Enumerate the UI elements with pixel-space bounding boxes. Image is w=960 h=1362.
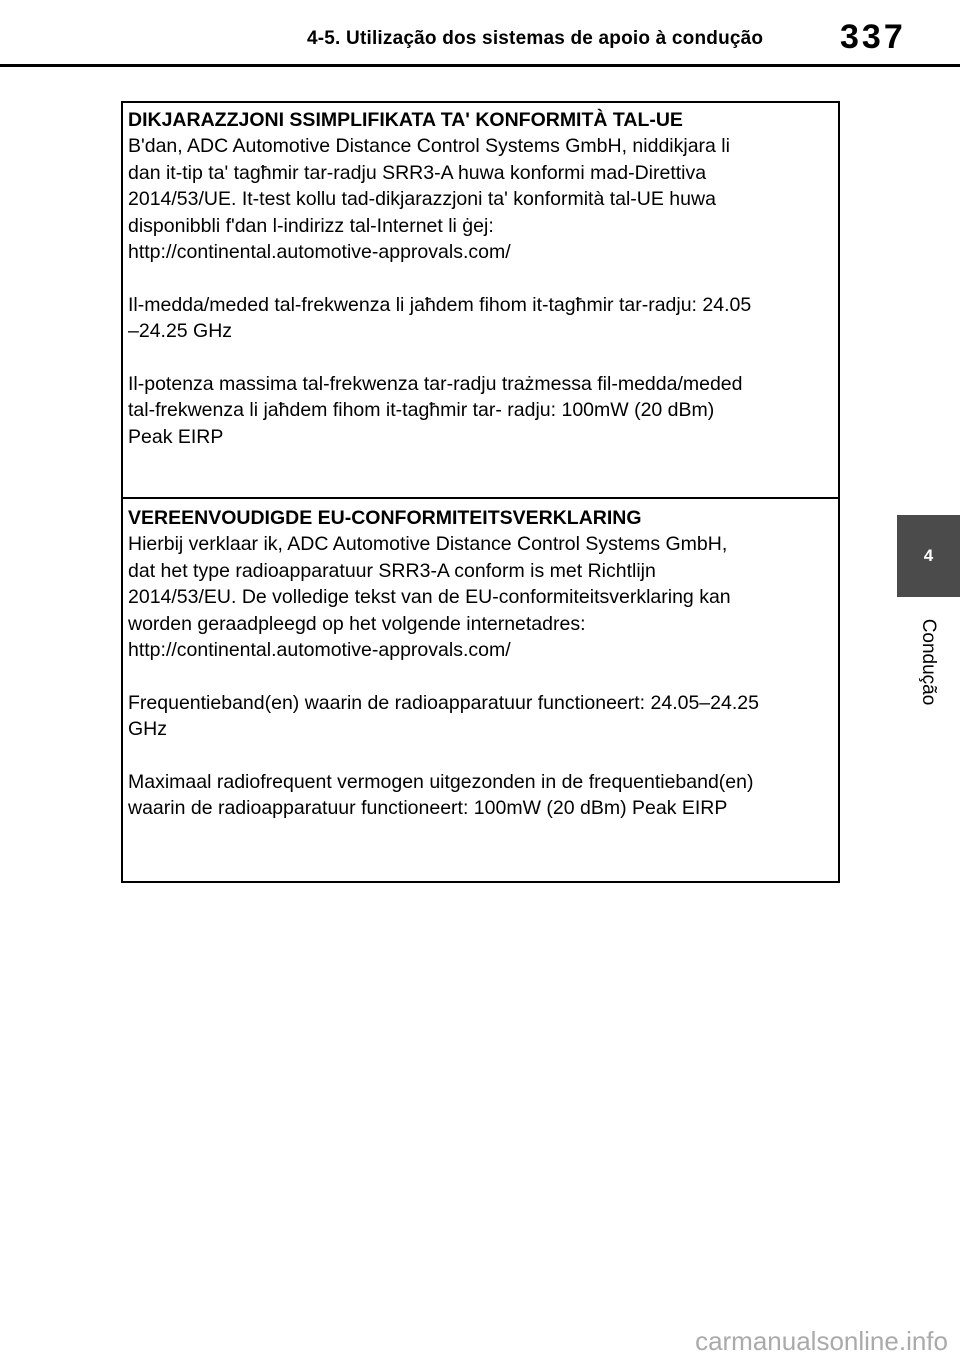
text-line: tal-frekwenza li jaħdem fihom it-tagħmir tar- radju: 100mW (20 dBm)	[128, 399, 715, 421]
page-number: 337	[840, 18, 906, 56]
section-heading: DIKJARAZZJONI SSIMPLIFIKATA TA' KONFORMITÀ TAL-UE	[128, 109, 683, 131]
text-line: –24.25 GHz	[128, 320, 233, 342]
url-line: http://continental.automotive-approvals.com/	[128, 639, 511, 661]
text-line: dat het type radioapparatuur SRR3-A conform is met Richtlijn	[128, 559, 656, 582]
section-heading: VEREENVOUDIGDE EU-CONFORMITEITSVERKLARING	[128, 507, 642, 529]
paragraph-gap	[128, 664, 838, 690]
header-divider	[0, 64, 960, 67]
text-line: dan it-tip ta' tagħmir tar-radju SRR3-A huwa konformi mad-Direttiva	[128, 161, 707, 184]
declaration-section-dutch	[123, 501, 838, 881]
paragraph-gap	[128, 743, 838, 769]
paragraph-gap	[128, 345, 838, 371]
chapter-tab	[897, 515, 960, 597]
text-line: B'dan, ADC Automotive Distance Control Systems GmbH, niddikjara li	[128, 135, 730, 157]
text-line: Hierbij verklaar ik, ADC Automotive Distance Control Systems GmbH,	[128, 533, 728, 555]
text-line: disponibbli f'dan l-indirizz tal-Internet li ġej:	[128, 214, 494, 237]
text-line: 2014/53/UE. It-test kollu tad-dikjarazzjoni ta' konformità tal-UE huwa	[128, 188, 716, 210]
text-line: waarin de radioapparatuur functioneert: 100mW (20 dBm) Peak EIRP	[128, 797, 728, 819]
declaration-section-maltese	[123, 103, 838, 499]
page-header-title: 4-5. Utilização dos sistemas de apoio à condução	[307, 28, 764, 49]
paragraph-gap	[128, 266, 838, 292]
text-line: 2014/53/EU. De volledige tekst van de EU-conformiteitsverklaring kan	[128, 586, 731, 608]
chapter-number: 4	[923, 546, 934, 565]
chapter-label: Condução	[918, 618, 939, 706]
text-line: Il-medda/meded tal-frekwenza li jaħdem fihom it-tagħmir tar-radju: 24.05	[128, 293, 752, 316]
text-line: Frequentieband(en) waarin de radioapparatuur functioneert: 24.05–24.25	[128, 691, 759, 714]
text-line: worden geraadpleegd op het volgende internetadres:	[128, 612, 586, 635]
url-line: http://continental.automotive-approvals.com/	[128, 241, 511, 263]
text-line: Maximaal radiofrequent vermogen uitgezonden in de frequentieband(en)	[128, 770, 754, 793]
text-line: Peak EIRP	[128, 425, 224, 448]
text-line: Il-potenza massima tal-frekwenza tar-radju trażmessa fil-medda/meded	[128, 372, 743, 395]
text-line: GHz	[128, 718, 167, 740]
declaration-box	[121, 101, 840, 883]
site-watermark: carmanualsonline.info	[695, 1326, 948, 1356]
